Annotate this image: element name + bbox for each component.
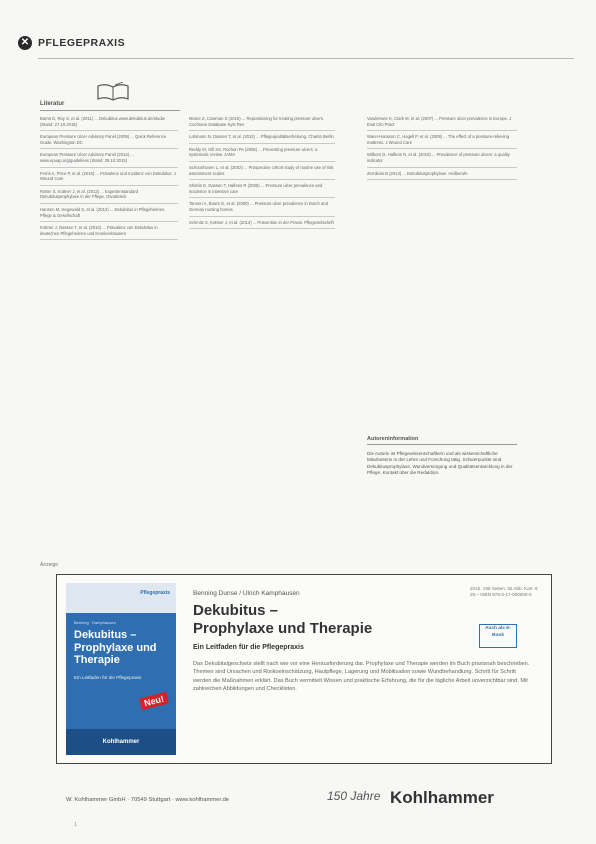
reference-item: Vanderwee K, Clark M, et al. (2007) ... Pressure ulcer prevalence in Europe. J Eval Clin Pract <box>367 116 517 131</box>
reference-item: Rotter S, Kottner J, et al. (2013) ... Expertenstandard Dekubitusprophylaxe in der Pflege. Osnabrück <box>40 189 178 204</box>
cover-title: Dekubitus – Prophylaxe und Therapie <box>74 629 157 666</box>
header-rule <box>38 58 574 59</box>
reference-item: Wilborn D, Halfens R, et al. (2010) ... Prevalence of pressure ulcers: a quality indicator <box>367 152 517 167</box>
publisher-logo: Kohlhammer <box>390 788 494 807</box>
reference-item: Schmitz S, Kottner J, et al. (2014) ... Prävention in der Praxis. Pflegezeitschrift <box>189 220 335 230</box>
cover-header-band <box>66 583 176 613</box>
reference-item: Zernikow B (2013) ... Dekubitusprophylaxe. Heilberufe <box>367 171 517 181</box>
author-info-title: Autoreninformation <box>367 436 517 445</box>
ad-title <box>193 602 372 638</box>
reference-item: Wann-Hansson C, Hagell P, et al. (2008) ... The effect of a pressure-relieving mattress. J Wound Care <box>367 134 517 149</box>
page-number: 1 <box>74 822 77 828</box>
reference-item: Lahmann N, Dassen T, et al. (2012) ... Pflegequalitätserhebung. Charité Berlin <box>189 134 335 144</box>
reference-item: Kottner J, Dassen T, et al. (2010) ... Prävalenz von Dekubitus in deutschen Pflegeheimen und Krankenhäusern <box>40 225 178 240</box>
references-rule <box>40 110 180 111</box>
journal-title: PFLEGEPRAXIS <box>38 37 126 49</box>
author-info <box>367 436 517 476</box>
new-badge: Neu! <box>139 692 169 710</box>
page-header <box>18 36 125 50</box>
reference-item: Tannen A, Bours G, et al. (2009) ... Pressure ulcer prevalence in Dutch and German nursing homes <box>189 201 335 216</box>
reference-item: European Pressure Ulcer Advisory Panel (2014) ... www.epuap.org/guidelines (Stand: 29.10.2015) <box>40 152 178 167</box>
publisher-address: W. Kohlhammer GmbH · 70549 Stuttgart · www.kohlhammer.de <box>66 797 230 803</box>
references-column-3 <box>367 116 517 183</box>
reference-item: European Pressure Ulcer Advisory Panel (2009) ... Quick Reference Guide. Washington DC <box>40 134 178 149</box>
reference-item: Schoonhoven L, et al. (2002) ... Prospective cohort study of routine use of risk assessment scales <box>189 165 335 180</box>
ebook-badge: Auch als E-Book <box>479 624 517 648</box>
ad-subtitle: Ein Leitfaden für die Pflegepraxis <box>193 644 304 651</box>
cover-authors: Benning · Kamphausen <box>74 620 116 625</box>
cover-subtitle: Ein Leitfaden für die Pflegepraxis <box>74 675 142 680</box>
ad-title-line-1: Dekubitus – <box>193 602 279 619</box>
ad-authors: Benning Dunse / Ulrich Kamphausen <box>193 590 300 597</box>
reference-item: Burns D, Roy S, et al. (2011) ... Dekubitus www.dekubitus.de/studie (Stand: 27.10.2015) <box>40 116 178 131</box>
reference-item: Moore Z, Cowman S (2015) ... Repositioning for treating pressure ulcers. Cochrane Database Syst Rev <box>189 116 335 131</box>
reference-item: Shahin E, Dassen T, Halfens R (2008) ... Pressure ulcer prevalence and incidence in intensive care <box>189 183 335 198</box>
ad-title-line-2: Prophylaxe und Therapie <box>193 620 373 637</box>
references-column-2 <box>189 116 335 232</box>
ad-book-info: 2015. 196 Seiten. 35 Abb. Kart. € 29,– ISBN 978-3-17-000000-0 <box>470 586 538 597</box>
reference-item: Ferris A, Price P, et al. (2015) ... Prävalenz und Inzidenz von Dekubitus. J Wound Care <box>40 171 178 186</box>
open-book-icon <box>96 82 130 102</box>
reference-item: Reddy M, Gill SS, Rochon PA (2006) ... Preventing pressure ulcers: a systematic review. JAMA <box>189 147 335 162</box>
cover-series: Pflegepraxis <box>140 590 170 596</box>
author-info-text: Die Autorin ist Pflegewissenschaftlerin und als wissenschaftliche Mitarbeiterin in der Lehre und Forschung tätig. Schwerpunkte sind Dekubitusprophylaxe, Wundversorgung und Qualitätsentwicklung in der Pflege. Kontakt über die Redaktion. <box>367 451 513 475</box>
reference-item: Hansen M, Hegewald S, et al. (2012) ... Dekubitus in Pflegeheimen. Pflege & Gesellschaft <box>40 207 178 222</box>
references-heading: Literatur <box>40 101 65 107</box>
book-cover <box>66 583 176 755</box>
cover-publisher: Kohlhammer <box>66 729 176 755</box>
x-circle-logo: ✕ <box>18 36 32 50</box>
references-column-1 <box>40 116 178 243</box>
ad-body-text: Das Dekubitalgeschwür stellt nach wie vor eine Herausforderung dar. Prophylaxe und Therapie werden im Buch praxisnah beschrieben. Themen sind Ursachen und Risikoeinschätzung, Hautpflege, Lagerung und Mobilisation sowie Wundbehandlung. Schritt für Schritt werden die Maßnahmen erklärt. Das Buch vermittelt Wissen und praktische Erfahrung, die für die tägliche Arbeit unverzichtbar sind. Mit zahlreichen Abbildungen und Checklisten. <box>193 661 530 692</box>
ad-label: Anzeige <box>40 562 59 568</box>
anniversary-mark: 150 Jahre <box>327 789 381 803</box>
